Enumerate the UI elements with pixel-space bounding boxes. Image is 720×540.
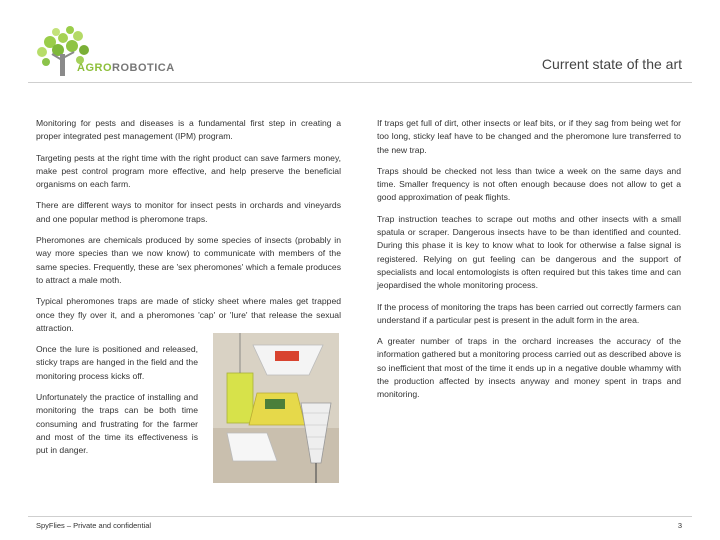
paragraph: Unfortunately the practice of installing and monitoring the traps can be both time consuming and frustrating for the farmer and most of the time its effectiveness is put in danger.	[36, 392, 198, 456]
page-title: Current state of the art	[541, 56, 682, 72]
paragraph: Monitoring for pests and diseases is a fundamental first step in creating a proper integrated pest management (IPM) program.	[36, 118, 341, 142]
header-divider	[28, 82, 692, 83]
paragraph: Trap instruction teaches to scrape out moths and other insects with a small spatula or scraper. Dangerous insects have to be than identified and counted. During this phase it is key to know what to look for otherwise a false signal is registered. Relying on gut feeling can be dangerous and the support of specialists and local entomologists is often required but this takes time and can jeopardised the whole monitoring process.	[377, 213, 681, 291]
logo-text-agro: AGRO	[77, 62, 112, 74]
paragraph: Targeting pests at the right time with the right product can save farmers money, make pest control program more effective, and help preserve the beneficial organisms on each farm.	[36, 152, 341, 190]
footer-divider	[28, 516, 692, 517]
page-number: 3	[677, 521, 682, 530]
right-column	[377, 117, 681, 410]
paragraph: There are different ways to monitor for insect pests in orchards and vineyards and one popular method is pheromone traps.	[36, 200, 341, 224]
paragraph: Once the lure is positioned and released, sticky traps are hanged in the field and the monitoring process kicks off.	[36, 344, 198, 381]
pheromone-traps-photo	[213, 333, 339, 483]
paragraph: Typical pheromones traps are made of sticky sheet where males get trapped once they fly over it, and a pheromones 'cap' or 'lure' that release the sexual attraction.	[36, 296, 341, 333]
paragraph: A greater number of traps in the orchard increases the accuracy of the information gathered but a monitoring process carried out as described above is so inefficient that most of the time it ends up in a negative double whammy with the production affected by insects anyway and money spent in traps and monitoring.	[377, 336, 681, 400]
footer-confidential: SpyFlies – Private and confidential	[36, 521, 152, 530]
logo-wordmark	[77, 62, 175, 74]
paragraph: If the process of monitoring the traps has been carried out correctly farmers can understand if a particular pest is present in the adult form in the area.	[377, 301, 681, 325]
paragraph: If traps get full of dirt, other insects or leaf bits, or if they sag from being wet for too long, sticky leaf have to be changed and the pheromone lure transferred to the new trap.	[377, 118, 681, 155]
paragraph: Traps should be checked not less than twice a week on the same days and time. Smaller frequency is not often enough because does not allow to get a good approximation of peak flights.	[377, 165, 681, 203]
paragraph: Pheromones are chemicals produced by some species of insects (probably in way more species than we now know) to communicate with members of the same species. Frequently, these are 'sex pheromones' which a female produces to attract a male moth.	[36, 235, 341, 285]
logo-text-robotica: ROBOTICA	[112, 62, 175, 74]
